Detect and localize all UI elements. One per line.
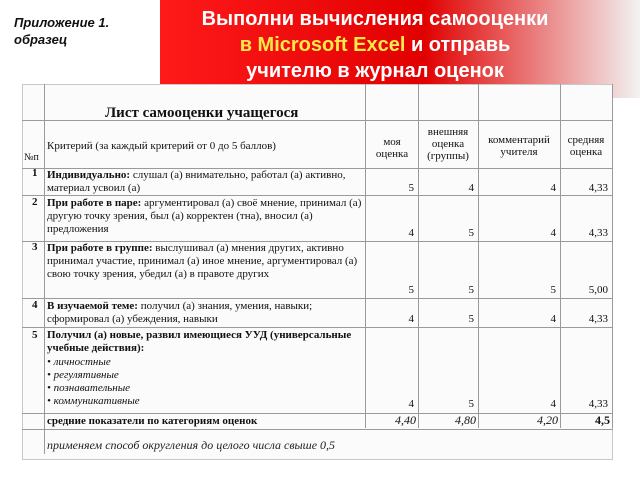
teacher-score-cell[interactable]: 4	[550, 182, 556, 194]
total-self-cell[interactable]: 4,40	[395, 413, 416, 427]
criterion-description: получил (а) знания, умения, навыки; сформировал (а) убеждения, навыки	[47, 300, 313, 325]
average-score-cell[interactable]: 4,33	[588, 313, 608, 325]
criterion-title: В изучаемой теме:	[47, 300, 138, 312]
grid-line	[22, 327, 613, 328]
average-score-cell[interactable]: 4,33	[588, 182, 608, 194]
criterion-description: выслушивал (а) мнения других, активно принимал участие, принимал (а) иное мнение, аргументировал (а) свою точку зрения, убедил (а) в правоте других	[47, 242, 358, 280]
instruction-prefix: в	[239, 34, 252, 56]
totals-label: средние показатели по категориям оценок	[47, 415, 258, 427]
external-score-cell[interactable]: 5	[468, 284, 474, 296]
row-number: 1	[32, 167, 38, 179]
average-score-cell[interactable]: 4,33	[588, 398, 608, 410]
criterion-title: При работе в паре:	[47, 197, 142, 209]
column-header-comment: комментарий учителя	[488, 134, 550, 158]
row-number: 4	[32, 299, 38, 311]
criterion-text	[47, 329, 362, 355]
teacher-score-cell[interactable]: 4	[550, 227, 556, 239]
instruction-line2	[160, 32, 590, 58]
external-score-cell[interactable]: 5	[468, 398, 474, 410]
criterion-description: аргументировал (а) своё мнение, принимал (а) другую точку зрения, был (а) корректен (тна), вносил (а) предложения	[47, 197, 362, 235]
criterion-description: слушал (а) внимательно, работал (а) активно, материал усвоил (а)	[47, 169, 346, 194]
criterion-text	[47, 300, 362, 326]
criterion-title: При работе в группе:	[47, 242, 153, 254]
column-header-num: №п	[24, 152, 39, 163]
appendix-label-line2: образец	[14, 32, 68, 47]
self-score-cell[interactable]: 4	[408, 398, 414, 410]
criterion-text	[47, 169, 362, 195]
list-item: • регулятивные	[47, 369, 119, 381]
rounding-note: применяем способ округления до целого числа свыше 0,5	[47, 438, 336, 452]
criterion-text	[47, 242, 362, 281]
teacher-score-cell[interactable]: 5	[550, 284, 556, 296]
grid-line	[478, 84, 479, 428]
column-header-external: внешняя оценка (группы)	[427, 126, 469, 162]
column-header-average: средняя оценка	[567, 134, 605, 158]
total-teacher-cell[interactable]: 4,20	[537, 413, 558, 427]
instruction-suffix: и отправь	[410, 34, 511, 56]
uud-list	[47, 356, 247, 408]
total-external-cell[interactable]: 4,80	[455, 413, 476, 427]
self-score-cell[interactable]: 5	[408, 284, 414, 296]
instruction-line1: Выполни вычисления самооценки	[201, 8, 549, 30]
column-header-self: моя оценка	[375, 136, 409, 160]
teacher-score-cell[interactable]: 4	[550, 313, 556, 325]
external-score-cell[interactable]: 5	[468, 313, 474, 325]
instruction-line3: учителю в журнал оценок	[246, 60, 504, 82]
teacher-score-cell[interactable]: 4	[550, 398, 556, 410]
column-header-criterion: Критерий (за каждый критерий от 0 до 5 баллов)	[47, 140, 276, 152]
appendix-label	[14, 14, 109, 48]
grid-line	[365, 84, 366, 428]
external-score-cell[interactable]: 5	[468, 227, 474, 239]
row-number: 2	[32, 196, 38, 208]
grid-line	[22, 298, 613, 299]
self-score-cell[interactable]: 4	[408, 227, 414, 239]
grid-line	[22, 429, 613, 430]
average-score-cell[interactable]: 4,33	[588, 227, 608, 239]
list-item: • познавательные	[47, 382, 131, 394]
external-score-cell[interactable]: 4	[468, 182, 474, 194]
criterion-text	[47, 197, 362, 236]
list-item: • коммуникативные	[47, 395, 140, 407]
total-average-cell[interactable]: 4,5	[595, 413, 610, 427]
row-number: 3	[32, 241, 38, 253]
list-item: • личностные	[47, 356, 111, 368]
self-score-cell[interactable]: 4	[408, 313, 414, 325]
appendix-label-line1: Приложение 1.	[14, 15, 110, 30]
criterion-title: Получил (а) новые, развил имеющиеся УУД (универсальные учебные действия):	[47, 329, 352, 354]
row-number: 5	[32, 329, 38, 341]
sheet-title: Лист самооценки учащегося	[105, 105, 299, 121]
grid-line	[44, 84, 45, 454]
criterion-title: Индивидуально:	[47, 169, 131, 181]
grid-line	[612, 84, 613, 428]
average-score-cell[interactable]: 5,00	[588, 284, 608, 296]
app-name: Microsoft Excel	[257, 34, 406, 56]
grid-line	[22, 195, 613, 196]
instruction-text	[160, 0, 590, 84]
self-score-cell[interactable]: 5	[408, 182, 414, 194]
